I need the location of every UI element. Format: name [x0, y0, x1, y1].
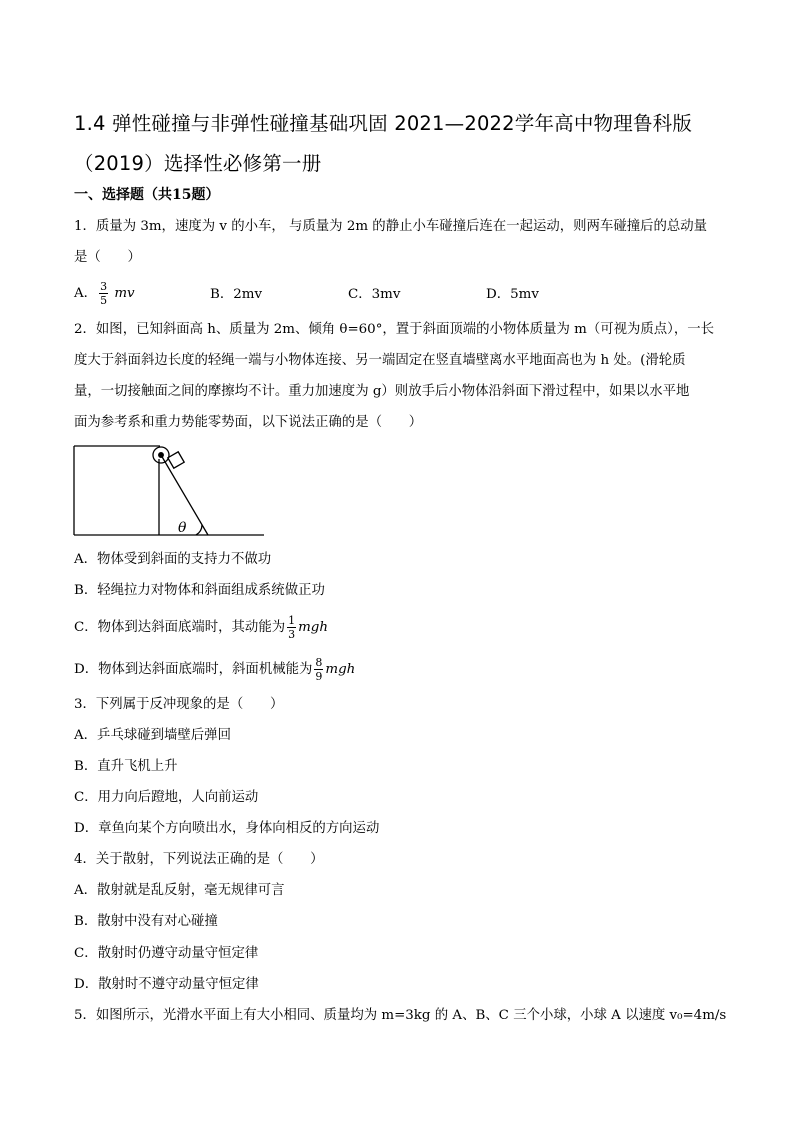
q2-option-d-numerator: 8: [315, 656, 323, 669]
q1-option-a-suffix: mv: [110, 286, 135, 301]
q4-option-a: A．散射就是乱反射，毫无规律可言: [74, 883, 285, 898]
q1-option-a-numerator: 3: [100, 280, 108, 293]
q1-stem-line-2: 是（ ）: [74, 250, 141, 265]
q1-option-a-denominator: 5: [100, 294, 108, 307]
title-line-1: 1.4 弹性碰撞与非弹性碰撞基础巩固 2021—2022学年高中物理鲁科版: [74, 112, 693, 135]
q2-stem-line-4: 面为参考系和重力势能零势面，以下说法正确的是（ ）: [74, 415, 423, 430]
title-line-2: （2019）选择性必修第一册: [74, 152, 322, 175]
q2-option-d-prefix: D．物体到达斜面底端时，斜面机械能为: [74, 662, 313, 677]
document-title: [74, 104, 724, 184]
q1-option-b: B．2mv: [210, 287, 263, 302]
q2-option-a: A．物体受到斜面的支持力不做功: [74, 552, 272, 567]
q4-option-d: D．散射时不遵守动量守恒定律: [74, 977, 259, 992]
incline-figure: [70, 440, 270, 540]
q2-option-d-denominator: 9: [315, 670, 323, 683]
q3-option-c: C．用力向后蹬地，人向前运动: [74, 790, 259, 805]
section-heading: 一、选择题（共15题）: [74, 187, 220, 203]
q2-option-c-denominator: 3: [288, 628, 296, 641]
q1-option-a-fraction: [99, 280, 108, 307]
q2-option-b: B．轻绳拉力对物体和斜面组成系统做正功: [74, 583, 325, 598]
pulley-inner: [159, 453, 164, 458]
q4-option-b: B．散射中没有对心碰撞: [74, 914, 218, 929]
q1-option-a: [74, 280, 135, 307]
q2-option-c-prefix: C．物体到达斜面底端时，其动能为: [74, 620, 286, 635]
q2-stem-line-1: 2．如图，已知斜面高 h、质量为 2m、倾角 θ=60°，置于斜面顶端的小物体质量为 m（可视为质点），一长: [74, 322, 715, 337]
small-block: [168, 452, 184, 468]
q2-stem-line-3: 量，一切接触面之间的摩擦均不计。重力加速度为 g）则放手后小物体沿斜面下滑过程中，如果以水平地: [74, 384, 690, 399]
q1-option-a-prefix: A．: [74, 286, 98, 301]
q2-option-c-numerator: 1: [288, 614, 296, 627]
q1-stem-line-1: 1．质量为 3m，速度为 v 的小车， 与质量为 2m 的静止小车碰撞后连在一起运动，则两车碰撞后的总动量: [74, 219, 708, 234]
angle-arc: [196, 525, 202, 535]
q2-option-c-suffix: mgh: [298, 620, 329, 635]
theta-label: θ: [178, 520, 187, 536]
q3-option-d: D．章鱼向某个方向喷出水，身体向相反的方向运动: [74, 821, 380, 836]
q3-option-b: B．直升飞机上升: [74, 759, 178, 774]
q3-option-a: A．乒乓球碰到墙壁后弹回: [74, 728, 231, 743]
q2-option-d: [74, 656, 355, 683]
q5-stem-line-1: 5．如图所示，光滑水平面上有大小相同、质量均为 m=3kg 的 A、B、C 三个小球，小球 A 以速度 v₀=4m/s: [74, 1008, 727, 1023]
q2-stem-line-2: 度大于斜面斜边长度的轻绳一端与小物体连接、另一端固定在竖直墙壁离水平地面高也为 h 处。(滑轮质: [74, 353, 686, 368]
q4-stem: 4．关于散射，下列说法正确的是（ ）: [74, 852, 324, 867]
q2-option-d-suffix: mgh: [325, 662, 356, 677]
q4-option-c: C．散射时仍遵守动量守恒定律: [74, 946, 259, 961]
q3-stem: 3．下列属于反冲现象的是（ ）: [74, 697, 284, 712]
q2-option-c: [74, 614, 328, 641]
q1-option-d: D．5mv: [486, 287, 539, 302]
q1-option-c: C．3mv: [348, 287, 401, 302]
q2-option-d-fraction: [314, 656, 323, 683]
q2-option-c-fraction: [287, 614, 296, 641]
